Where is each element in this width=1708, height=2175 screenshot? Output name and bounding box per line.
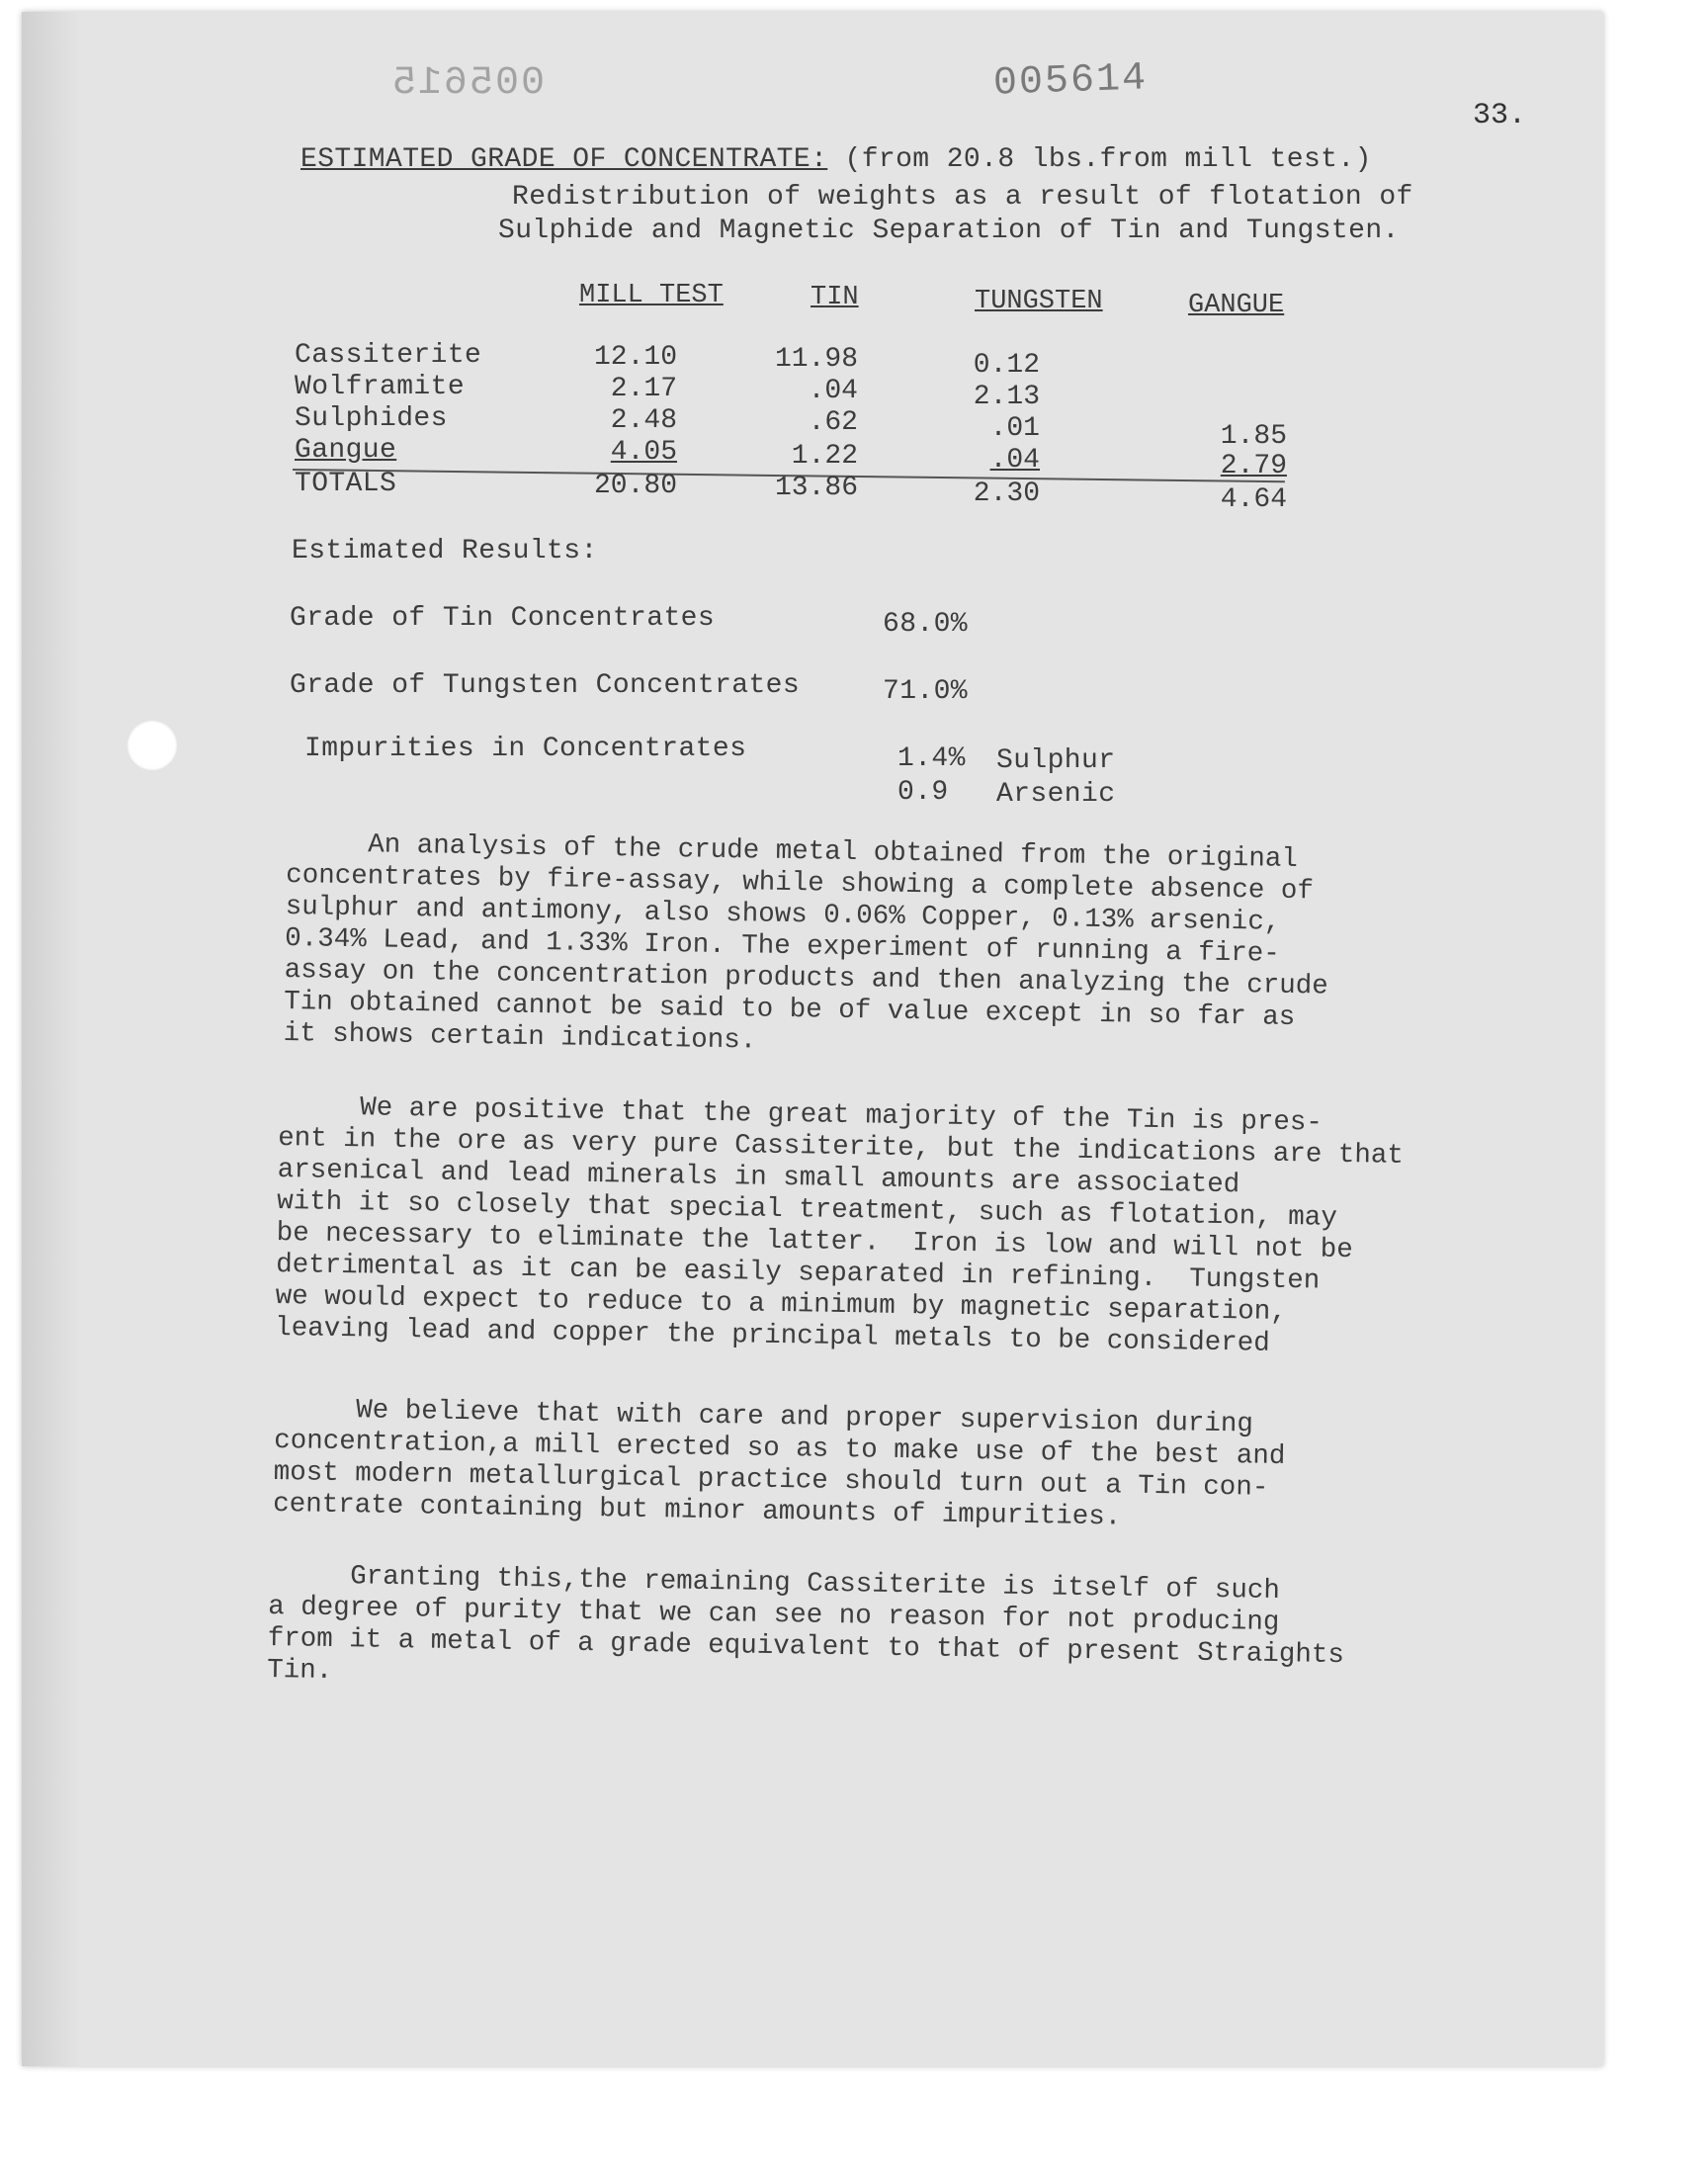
cell-tin-totals: 13.86 (774, 473, 858, 503)
paragraph-analysis: An analysis of the crude metal obtained from the original concentrates by fire-assay, while showing a complete absence of sulphur and antimony, also shows 0.06% Copper, 0.13% arsenic, 0.34% Lead, and 1.33% Iron. The experiment of running a fire- assay on the concentration products and then analyzing the crude Tin obtained cannot be said to be of value except in so far as it shows certain indications. (283, 828, 1329, 1057)
heading-title: ESTIMATED GRADE OF CONCENTRATE: (300, 144, 828, 175)
tin-grade-label: Grade of Tin Concentrates (290, 603, 716, 634)
cell-mill-cassiterite: 12.10 (593, 342, 677, 373)
cell-gangue-sulphides: 1.85 (1220, 421, 1287, 452)
heading-subtitle-1: Redistribution of weights as a result of flotation of (512, 182, 1413, 213)
page-number: 33. (1473, 99, 1527, 132)
ghost-document-number: 005615 (390, 61, 546, 106)
cell-tin-cassiterite: 11.98 (774, 344, 858, 375)
column-header-mill-test: MILL TEST (579, 281, 724, 310)
results-heading: Estimated Results: (292, 536, 598, 566)
heading-line (300, 144, 1372, 175)
paragraph-conclusion: Granting this,the remaining Cassiterite is itself of such a degree of purity that we can see no reason for not producing from it a metal of a grade equivalent to that of present Straights Tin. (267, 1560, 1345, 1688)
cell-tin-sulphides: .62 (808, 407, 858, 438)
cell-mill-totals: 20.80 (593, 471, 677, 501)
cell-tungsten-wolframite: 2.13 (973, 382, 1040, 412)
punch-hole (127, 720, 178, 771)
row-label-gangue: Gangue (295, 435, 397, 466)
cell-gangue-gangue: 2.79 (1220, 451, 1287, 481)
column-header-tungsten: TUNGSTEN (975, 287, 1103, 316)
arsenic-label: Arsenic (996, 779, 1116, 810)
row-label-cassiterite: Cassiterite (295, 340, 482, 371)
tungsten-grade-label: Grade of Tungsten Concentrates (290, 670, 801, 701)
tin-grade-value: 68.0% (883, 609, 969, 640)
cell-tungsten-cassiterite: 0.12 (973, 350, 1040, 381)
paragraph-mill: We believe that with care and proper supervision during concentration,a mill erected so as to make use of the best and most modern metallurgical practice should turn out a Tin con- centrate containing but minor amounts of impurities. (273, 1394, 1286, 1533)
paragraph-cassiterite: We are positive that the great majority of the Tin is pres- ent in the ore as very pure Cassiterite, but the indications are that arsenical and lead minerals in small amounts are associated with it so closely that special treatment, such as flotation, may be necessary to eliminate the latter. Iron is low and will not be detrimental as it can be easily separated in refining. Tungsten we would expect to reduce to a minimum by magnetic separation, leaving lead and copper the principal metals to be considered (274, 1091, 1405, 1359)
heading-subtitle-2: Sulphide and Magnetic Separation of Tin and Tungsten. (498, 216, 1400, 246)
cell-tungsten-totals: 2.30 (973, 478, 1040, 509)
column-header-gangue: GANGUE (1188, 291, 1285, 320)
cell-mill-gangue: 4.05 (610, 437, 677, 468)
cell-tin-wolframite: .04 (808, 376, 858, 406)
column-header-tin: TIN (811, 283, 859, 312)
cell-mill-wolframite: 2.17 (610, 374, 677, 404)
cell-tungsten-sulphides: .01 (989, 413, 1040, 444)
cell-tungsten-gangue: .04 (989, 445, 1040, 476)
heading-title-tail: (from 20.8 lbs.from mill test.) (844, 144, 1372, 175)
arsenic-value: 0.9 (897, 777, 949, 808)
tungsten-grade-value: 71.0% (883, 676, 969, 707)
cell-tin-gangue: 1.22 (791, 441, 858, 472)
document-number-stamp: 005614 (992, 56, 1149, 107)
page-edge-shadow (22, 12, 81, 2066)
cell-mill-sulphides: 2.48 (610, 405, 677, 436)
row-label-sulphides: Sulphides (295, 403, 448, 434)
sulphur-label: Sulphur (996, 745, 1116, 776)
cell-gangue-totals: 4.64 (1220, 484, 1287, 515)
row-label-totals: TOTALS (295, 469, 397, 499)
sulphur-value: 1.4% (897, 743, 966, 774)
row-label-wolframite: Wolframite (295, 372, 466, 402)
impurities-label: Impurities in Concentrates (304, 734, 747, 764)
